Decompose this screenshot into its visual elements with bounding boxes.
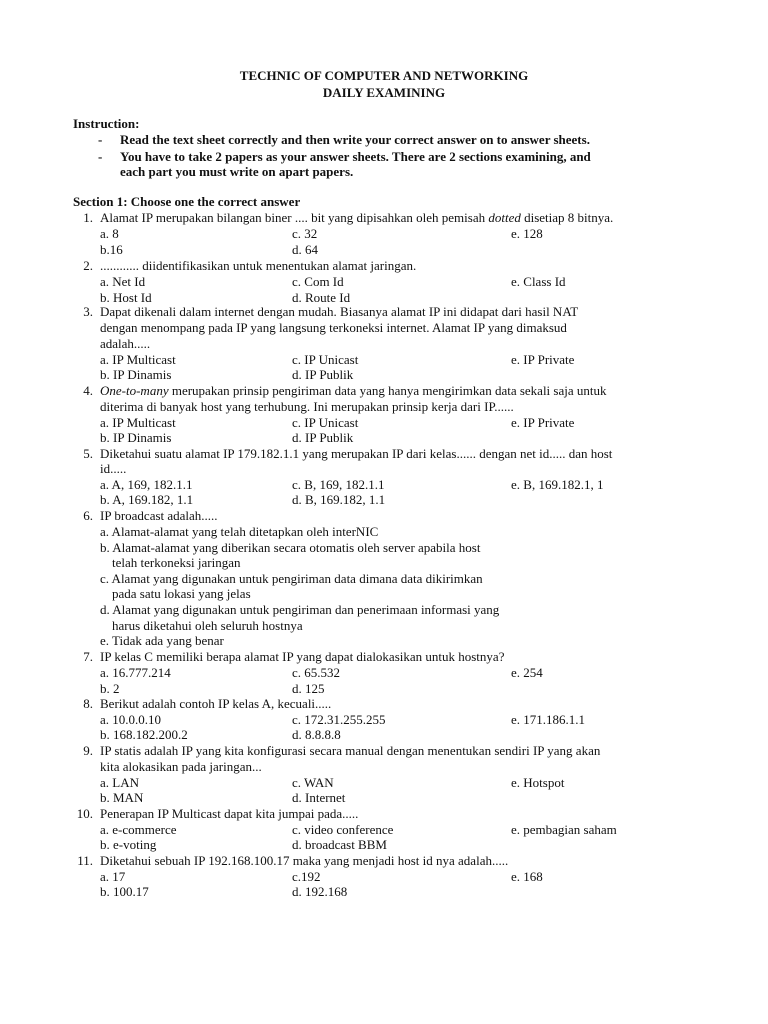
option-e: e. IP Private [511,352,575,367]
question-text-cont: adalah..... [100,336,151,351]
option-e: e. Tidak ada yang benar [100,633,224,648]
question-text: IP kelas C memiliki berapa alamat IP yang dapat dialokasikan untuk hostnya? [100,649,505,664]
option-c: c. IP Unicast [292,352,359,367]
question-text: Penerapan IP Multicast dapat kita jumpai pada..... [100,806,359,821]
option-e: e. IP Private [511,415,575,430]
instruction-dash: - [98,149,103,164]
option-a: a. Net Id [100,274,146,289]
section-heading: Section 1: Choose one the correct answer [73,194,301,209]
option-a: a. 16.777.214 [100,665,171,680]
option-e: e. B, 169.182.1, 1 [511,477,604,492]
option-a: a. 17 [100,869,126,884]
option-c: c. Alamat yang digunakan untuk pengiriman data dimana data dikirimkan [100,571,483,586]
option-a: a. e-commerce [100,822,177,837]
option-c-cont: pada satu lokasi yang jelas [112,586,251,601]
option-a: a. IP Multicast [100,415,176,430]
question-text: IP statis adalah IP yang kita konfigurasi secara manual dengan menentukan sendiri IP yang akan [100,743,601,758]
option-d: d. B, 169.182, 1.1 [292,492,386,507]
question-text-cont: kita alokasikan pada jaringan... [100,759,262,774]
option-e: e. pembagian saham [511,822,617,837]
option-d: d. broadcast BBM [292,837,387,852]
question-text: IP broadcast adalah..... [100,508,218,523]
option-b-cont: telah terkoneksi jaringan [112,555,241,570]
option-a: a. A, 169, 182.1.1 [100,477,193,492]
question-number: 2. [83,258,93,273]
question-text-cont: diterima di banyak host yang terhubung. Ini merupakan prinsip kerja dari IP...... [100,399,514,414]
question-number: 5. [83,446,93,461]
question-text: Diketahui suatu alamat IP 179.182.1.1 yang merupakan IP dari kelas...... dengan net id..... dan host [100,446,613,461]
question-number: 1. [83,210,93,225]
option-a: a. 8 [100,226,119,241]
option-b: b. 168.182.200.2 [100,727,188,742]
option-a: a. IP Multicast [100,352,176,367]
question-number: 9. [83,743,93,758]
question-text-cont: dengan menompang pada IP yang langsung terkoneksi internet. Alamat IP yang dimaksud [100,320,567,335]
option-c: c. 65.532 [292,665,341,680]
option-d: d. 64 [292,242,318,257]
option-d: d. 192.168 [292,884,348,899]
instruction-item-2: You have to take 2 papers as your answer sheets. There are 2 sections examining, and [120,149,591,164]
option-e: e. Hotspot [511,775,565,790]
option-e: e. Class Id [511,274,566,289]
option-c: c. 32 [292,226,318,241]
question-number: 10. [76,806,93,821]
option-c: c. IP Unicast [292,415,359,430]
option-c: c. Com Id [292,274,344,289]
option-b: b. IP Dinamis [100,430,172,445]
option-b: b. 2 [100,681,120,696]
option-c: c.192 [292,869,321,884]
option-a: a. 10.0.0.10 [100,712,162,727]
option-d: d. IP Publik [292,367,354,382]
option-a: a. Alamat-alamat yang telah ditetapkan oleh interNIC [100,524,379,539]
question-number: 11. [77,853,93,868]
instruction-heading: Instruction: [73,116,140,131]
option-b: b. e-voting [100,837,157,852]
document-subtitle: DAILY EXAMINING [322,85,446,100]
option-d: d. Route Id [292,290,351,305]
question-text: Alamat IP merupakan bilangan biner .... bit yang dipisahkan oleh pemisah dotted disetiap 8 bitnya. [100,210,614,225]
option-b: b. MAN [100,790,144,805]
option-d-cont: harus diketahui oleh seluruh hostnya [112,618,303,633]
question-text: Dapat dikenali dalam internet dengan mudah. Biasanya alamat IP ini didapat dari hasil NAT [100,304,579,319]
option-b: b. A, 169.182, 1.1 [100,492,194,507]
option-a: a. LAN [100,775,139,790]
option-d: d. 125 [292,681,325,696]
question-text: Diketahui sebuah IP 192.168.100.17 maka yang menjadi host id nya adalah..... [100,853,509,868]
document-title: TECHNIC OF COMPUTER AND NETWORKING [239,68,529,83]
question-number: 3. [83,304,93,319]
option-c: c. video conference [292,822,394,837]
instruction-item-2-cont: each part you must write on apart papers. [120,164,354,179]
option-c: c. WAN [292,775,334,790]
option-e: e. 128 [511,226,543,241]
question-number: 6. [83,508,93,523]
question-text: ............ diidentifikasikan untuk menentukan alamat jaringan. [100,258,417,273]
option-b: b. Alamat-alamat yang diberikan secara otomatis oleh server apabila host [100,540,481,555]
option-d: d. Alamat yang digunakan untuk pengiriman dan penerimaan informasi yang [100,602,500,617]
option-e: e. 168 [511,869,543,884]
option-d: d. 8.8.8.8 [292,727,341,742]
question-number: 7. [83,649,93,664]
option-c: c. 172.31.255.255 [292,712,386,727]
question-number: 4. [83,383,93,398]
question-text: One-to-many merupakan prinsip pengiriman data yang hanya mengirimkan data sekali saja untuk [100,383,607,398]
option-e: e. 254 [511,665,543,680]
option-b: b. Host Id [100,290,152,305]
option-b: b. IP Dinamis [100,367,172,382]
question-number: 8. [83,696,93,711]
option-d: d. IP Publik [292,430,354,445]
option-c: c. B, 169, 182.1.1 [292,477,385,492]
option-b: b. 100.17 [100,884,149,899]
instruction-dash: - [98,132,103,147]
instruction-item-1: Read the text sheet correctly and then write your correct answer on to answer sheets. [120,132,590,147]
option-b: b.16 [100,242,123,257]
question-text-cont: id..... [100,461,127,476]
question-text: Berikut adalah contoh IP kelas A, kecuali..... [100,696,332,711]
option-e: e. 171.186.1.1 [511,712,586,727]
option-d: d. Internet [292,790,346,805]
